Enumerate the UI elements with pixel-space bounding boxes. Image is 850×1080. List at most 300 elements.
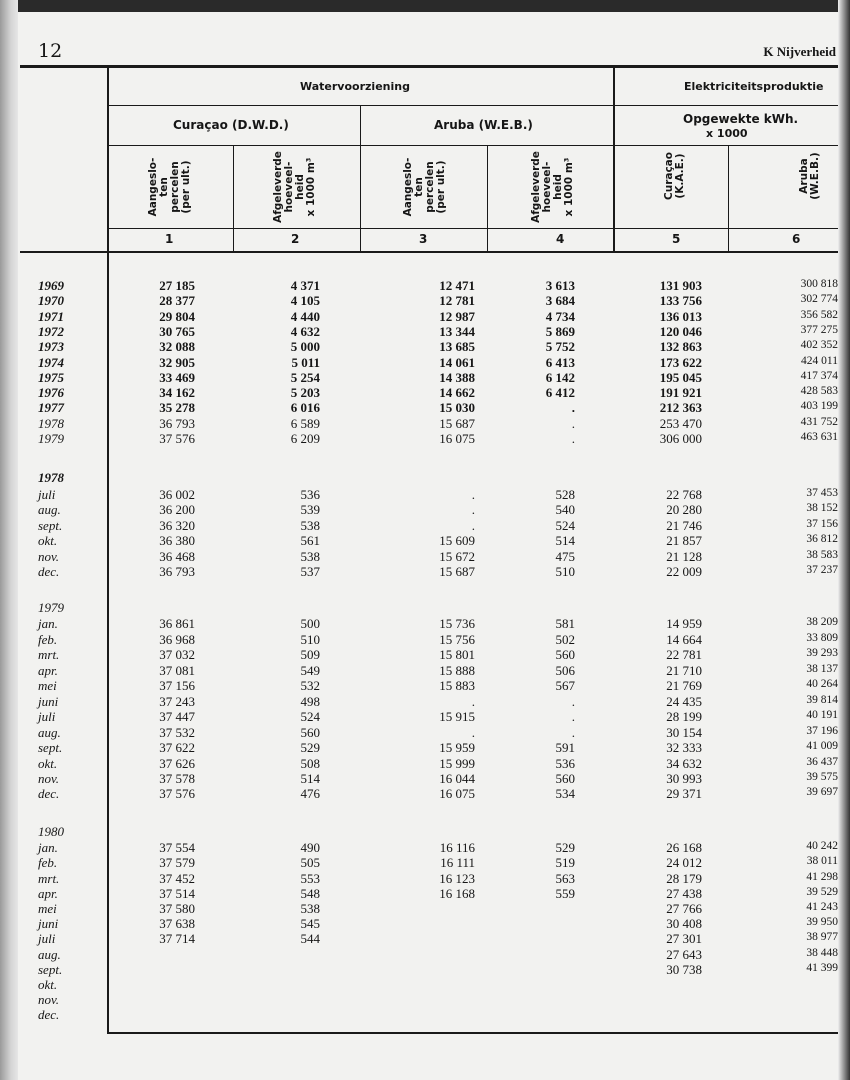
cell-col-3: 16 123	[439, 870, 475, 886]
cell-col-5: 21 746	[666, 517, 702, 533]
column-header-2: Afgeleverde hoeveel- heid x 1000 m³	[272, 151, 317, 223]
cell-col-4: 581	[555, 616, 575, 632]
cell-col-4: 6 413	[545, 354, 575, 370]
row-label: 1976	[38, 385, 64, 401]
table-row	[0, 1007, 850, 1022]
cell-col-4: 510	[555, 564, 575, 579]
cell-col-2: 545	[300, 916, 320, 932]
cell-col-6: 39 697	[806, 786, 838, 799]
cell-col-5: 21 857	[666, 533, 702, 548]
table-row	[0, 533, 850, 548]
cell-col-1: 28 377	[159, 293, 195, 309]
cell-col-6: 431 752	[800, 415, 838, 428]
cell-col-3: 15 883	[439, 678, 475, 694]
cell-col-5: 27 301	[666, 931, 702, 947]
cell-col-6: 41 009	[806, 740, 838, 753]
cell-col-2: 6 589	[290, 415, 320, 431]
cell-col-4: 567	[555, 678, 575, 694]
cell-col-4: 5 869	[545, 323, 575, 339]
cell-col-5: 306 000	[659, 431, 702, 446]
cell-col-4: .	[571, 415, 575, 431]
table-row	[0, 355, 850, 370]
row-label: sept.	[38, 517, 63, 533]
cell-col-4: 4 734	[545, 308, 575, 324]
cell-col-2: 508	[300, 755, 320, 771]
cell-col-4: .	[571, 400, 575, 416]
cell-col-2: 532	[300, 678, 320, 694]
block-year-label: 1980	[38, 824, 64, 839]
row-label: feb.	[38, 855, 58, 871]
table-top-rule	[20, 65, 838, 68]
row-label: 1975	[38, 369, 64, 385]
row-label: jan.	[38, 840, 58, 856]
cell-col-4: 519	[555, 855, 575, 871]
cell-col-2: 5 254	[290, 369, 320, 385]
cell-col-4: .	[571, 431, 575, 446]
cell-col-5: 29 371	[666, 786, 702, 802]
cell-col-3: .	[471, 502, 475, 517]
cell-col-5: 133 756	[659, 293, 702, 309]
cell-col-3: 15 030	[439, 400, 475, 416]
table-row	[0, 977, 850, 992]
row-label: nov.	[38, 992, 60, 1008]
row-label: 1973	[38, 339, 64, 355]
column-divider	[728, 145, 729, 252]
cell-col-3: 15 959	[439, 740, 475, 756]
cell-col-3: .	[471, 724, 475, 740]
cell-col-2: 5 203	[290, 385, 320, 401]
cell-col-5: 28 199	[666, 709, 702, 725]
cell-col-2: 539	[300, 502, 320, 517]
cell-col-5: 30 738	[666, 961, 702, 977]
cell-col-6: 402 352	[800, 339, 838, 352]
cell-col-5: 26 168	[666, 840, 702, 856]
row-label: dec.	[38, 1007, 60, 1023]
cell-col-3: 13 685	[439, 339, 475, 355]
cell-col-1: 36 200	[159, 502, 195, 517]
cell-col-6: 38 977	[806, 931, 838, 944]
cell-col-2: 544	[300, 931, 320, 947]
cell-col-3: 15 687	[439, 564, 475, 579]
row-label: feb.	[38, 631, 58, 647]
cell-col-5: 14 959	[666, 616, 702, 632]
cell-col-6: 37 453	[806, 486, 838, 499]
cell-col-6: 39 950	[806, 916, 838, 929]
cell-col-2: 538	[300, 901, 320, 916]
row-label: mei	[38, 901, 57, 916]
cell-col-6: 40 191	[806, 709, 838, 722]
table-row	[0, 663, 850, 678]
cell-col-6: 377 275	[800, 323, 838, 336]
cell-col-2: 6 016	[290, 400, 320, 416]
cell-col-3: 12 471	[439, 278, 475, 293]
cell-col-2: 4 440	[290, 308, 320, 324]
cell-col-4: 3 684	[545, 293, 575, 309]
cell-col-3: 13 344	[439, 323, 475, 339]
cell-col-4: 591	[555, 740, 575, 756]
row-label: okt.	[38, 533, 58, 548]
table-row	[0, 931, 850, 946]
table-row	[0, 855, 850, 870]
cell-col-6: 36 437	[806, 755, 838, 768]
cell-col-1: 37 576	[159, 431, 195, 446]
cell-col-5: 136 013	[659, 308, 702, 324]
cell-col-1: 37 579	[159, 855, 195, 871]
cell-col-5: 195 045	[659, 369, 702, 385]
cell-col-4: 560	[555, 770, 575, 786]
table-row	[0, 309, 850, 324]
cell-col-3: 15 888	[439, 662, 475, 678]
cell-col-3: 15 672	[439, 548, 475, 564]
column-header-5: Curaçao (K.A.E.)	[663, 152, 686, 200]
table-row	[0, 709, 850, 724]
cell-col-5: 27 766	[666, 901, 702, 916]
cell-col-4: .	[571, 693, 575, 709]
table-row	[0, 431, 850, 446]
table-row	[0, 740, 850, 755]
table-row	[0, 901, 850, 916]
cell-col-6: 403 199	[800, 400, 838, 413]
block-year-heading	[0, 824, 850, 839]
table-row	[0, 549, 850, 564]
cell-col-4: 6 412	[545, 385, 575, 401]
cell-col-1: 37 532	[159, 724, 195, 740]
cell-col-5: 30 408	[666, 916, 702, 932]
cell-col-5: 27 643	[666, 946, 702, 962]
cell-col-5: 20 280	[666, 502, 702, 517]
cell-col-6: 38 583	[806, 548, 838, 561]
row-label: juni	[38, 693, 59, 709]
cell-col-1: 37 447	[159, 709, 195, 725]
block-year-label: 1979	[38, 600, 64, 615]
cell-col-3: 16 075	[439, 431, 475, 446]
column-number-2: 2	[291, 232, 300, 246]
cell-col-1: 37 580	[159, 901, 195, 916]
cell-col-6: 302 774	[800, 293, 838, 306]
cell-col-6: 41 298	[806, 870, 838, 883]
row-label: 1977	[38, 400, 64, 416]
table-row	[0, 786, 850, 801]
cell-col-4: 560	[555, 647, 575, 663]
table-row	[0, 871, 850, 886]
cell-col-1: 34 162	[159, 385, 195, 401]
cell-col-4: 536	[555, 755, 575, 771]
cell-col-4: 5 752	[545, 339, 575, 355]
electricity-heading: Elektriciteitsproduktie	[684, 80, 824, 93]
table-row	[0, 916, 850, 931]
cell-col-1: 37 243	[159, 693, 195, 709]
table-row	[0, 278, 850, 293]
table-row	[0, 487, 850, 502]
cell-col-1: 36 968	[159, 631, 195, 647]
row-label: okt.	[38, 755, 58, 771]
cell-col-6: 38 137	[806, 662, 838, 675]
cell-col-5: 132 863	[659, 339, 702, 355]
table-row	[0, 647, 850, 662]
row-label: juli	[38, 709, 56, 725]
cell-col-2: 5 000	[290, 339, 320, 355]
cell-col-4: 3 613	[545, 278, 575, 293]
row-label: mrt.	[38, 647, 60, 663]
cell-col-5: 27 438	[666, 885, 702, 901]
cell-col-1: 37 576	[159, 786, 195, 802]
cell-col-1: 37 156	[159, 678, 195, 694]
cell-col-1: 33 469	[159, 369, 195, 385]
row-label: sept.	[38, 740, 63, 756]
cell-col-5: 120 046	[659, 323, 702, 339]
cell-col-1: 32 905	[159, 354, 195, 370]
row-label: okt.	[38, 977, 58, 992]
row-label: mei	[38, 678, 57, 694]
cell-col-5: 24 435	[666, 693, 702, 709]
cell-col-1: 36 468	[159, 548, 195, 564]
cell-col-1: 37 622	[159, 740, 195, 756]
cell-col-5: 30 154	[666, 724, 702, 740]
block-year-heading	[0, 600, 850, 615]
cell-col-1: 36 380	[159, 533, 195, 548]
cell-col-6: 463 631	[800, 431, 838, 443]
cell-col-6: 424 011	[801, 354, 838, 367]
cell-col-5: 191 921	[659, 385, 702, 401]
cell-col-6: 37 156	[806, 517, 838, 530]
row-label: aug.	[38, 502, 61, 517]
row-label: 1979	[38, 431, 64, 446]
cell-col-3: 16 044	[439, 770, 475, 786]
cell-col-2: 505	[300, 855, 320, 871]
water-supply-heading: Watervoorziening	[300, 80, 410, 93]
row-label: juni	[38, 916, 59, 932]
cell-col-4: 559	[555, 885, 575, 901]
row-label: juli	[38, 931, 56, 947]
cell-col-4: 540	[555, 502, 575, 517]
block-year-label: 1978	[38, 470, 64, 485]
cell-col-2: 4 632	[290, 323, 320, 339]
cell-col-6: 428 583	[800, 385, 838, 398]
cell-col-3: 15 915	[439, 709, 475, 725]
row-label: jan.	[38, 616, 58, 632]
column-header-6: Aruba (W.E.B.)	[798, 152, 821, 200]
table-row	[0, 616, 850, 631]
cell-col-1: 37 554	[159, 840, 195, 856]
table-row	[0, 339, 850, 354]
cell-col-1: 37 714	[159, 931, 195, 947]
table-row	[0, 293, 850, 308]
cell-col-1: 36 793	[159, 415, 195, 431]
cell-col-1: 32 088	[159, 339, 195, 355]
cell-col-1: 36 861	[159, 616, 195, 632]
column-header-1: Aangeslo- ten percelen (per ult.)	[147, 157, 192, 217]
cell-col-6: 40 264	[806, 678, 838, 691]
table-row	[0, 678, 850, 693]
table-row	[0, 756, 850, 771]
row-label: 1969	[38, 278, 64, 293]
cell-col-3: 14 662	[439, 385, 475, 401]
table-row	[0, 886, 850, 901]
cell-col-6: 39 529	[806, 885, 838, 898]
cell-col-3: 15 609	[439, 533, 475, 548]
cell-col-2: 6 209	[290, 431, 320, 446]
cell-col-6: 37 196	[806, 724, 838, 737]
cell-col-2: 553	[300, 870, 320, 886]
cell-col-3: 12 781	[439, 293, 475, 309]
cell-col-3: 15 736	[439, 616, 475, 632]
column-divider	[613, 67, 615, 252]
cell-col-1: 30 765	[159, 323, 195, 339]
cell-col-2: 476	[300, 786, 320, 802]
table-row	[0, 962, 850, 977]
cell-col-3: 16 111	[440, 855, 475, 871]
cell-col-2: 498	[300, 693, 320, 709]
cell-col-1: 37 032	[159, 647, 195, 663]
row-label: apr.	[38, 885, 58, 901]
cell-col-6: 39 814	[806, 693, 838, 706]
cell-col-6: 41 399	[806, 961, 838, 974]
column-number-6: 6	[792, 232, 801, 246]
column-number-1: 1	[165, 232, 174, 246]
aruba-heading: Aruba (W.E.B.)	[434, 118, 533, 132]
cell-col-3: .	[471, 486, 475, 502]
cell-col-6: 39 293	[806, 647, 838, 660]
column-header-3: Aangeslo- ten percelen (per ult.)	[402, 157, 447, 217]
table-row	[0, 385, 850, 400]
column-number-3: 3	[419, 232, 428, 246]
cell-col-1: 36 320	[159, 517, 195, 533]
row-label: 1974	[38, 354, 64, 370]
cell-col-3: 15 801	[439, 647, 475, 663]
header-rule	[107, 105, 838, 106]
column-divider	[487, 145, 488, 252]
cell-col-6: 356 582	[800, 308, 838, 321]
column-header-4: Afgeleverde hoeveel- heid x 1000 m³	[530, 151, 575, 223]
cell-col-1: 37 626	[159, 755, 195, 771]
cell-col-2: 510	[300, 631, 320, 647]
page-number: 12	[38, 40, 63, 62]
cell-col-3: 12 987	[439, 308, 475, 324]
cell-col-6: 33 809	[806, 631, 838, 644]
cell-col-4: 524	[555, 517, 575, 533]
cell-col-2: 5 011	[291, 354, 320, 370]
cell-col-6: 38 011	[806, 855, 838, 868]
cell-col-5: 212 363	[659, 400, 702, 416]
row-label: apr.	[38, 662, 58, 678]
cell-col-5: 131 903	[659, 278, 702, 293]
cell-col-5: 253 470	[659, 415, 702, 431]
column-number-4: 4	[556, 232, 565, 246]
cell-col-3: 16 075	[439, 786, 475, 802]
cell-col-2: 560	[300, 724, 320, 740]
cell-col-4: 534	[555, 786, 575, 802]
generated-kwh-heading: Opgewekte kWh.	[683, 112, 799, 126]
cell-col-2: 538	[300, 548, 320, 564]
cell-col-2: 509	[300, 647, 320, 663]
cell-col-1: 29 804	[159, 308, 195, 324]
cell-col-1: 37 514	[159, 885, 195, 901]
cell-col-2: 4 105	[290, 293, 320, 309]
row-label: aug.	[38, 724, 61, 740]
cell-col-2: 549	[300, 662, 320, 678]
cell-col-6: 41 243	[806, 901, 838, 913]
table-row	[0, 694, 850, 709]
cell-col-4: .	[571, 724, 575, 740]
cell-col-4: 528	[555, 486, 575, 502]
cell-col-3: 15 999	[439, 755, 475, 771]
cell-col-4: 529	[555, 840, 575, 856]
cell-col-2: 529	[300, 740, 320, 756]
cell-col-5: 22 009	[666, 564, 702, 579]
cell-col-5: 22 768	[666, 486, 702, 502]
cell-col-5: 21 710	[666, 662, 702, 678]
column-number-5: 5	[672, 232, 681, 246]
row-label: 1970	[38, 293, 64, 309]
cell-col-1: 36 793	[159, 564, 195, 579]
column-divider	[360, 106, 361, 252]
cell-col-3: 16 168	[439, 885, 475, 901]
cell-col-3: 14 061	[439, 354, 475, 370]
cell-col-5: 24 012	[666, 855, 702, 871]
cell-col-2: 490	[300, 840, 320, 856]
table-bottom-rule	[107, 1032, 838, 1034]
row-label: 1972	[38, 323, 64, 339]
cell-col-5: 34 632	[666, 755, 702, 771]
row-label: juli	[38, 486, 56, 502]
cell-col-1: 37 638	[159, 916, 195, 932]
table-row	[0, 502, 850, 517]
cell-col-6: 40 242	[806, 840, 838, 853]
table-row	[0, 725, 850, 740]
cell-col-2: 538	[300, 517, 320, 533]
table-row	[0, 771, 850, 786]
cell-col-2: 537	[300, 564, 320, 579]
scan-top-edge	[0, 0, 850, 12]
cell-col-6: 37 237	[806, 564, 838, 576]
table-row	[0, 400, 850, 415]
table-row	[0, 840, 850, 855]
cell-col-3: .	[471, 517, 475, 533]
cell-col-5: 21 128	[666, 548, 702, 564]
cell-col-6: 38 152	[806, 502, 838, 514]
cell-col-3: 14 388	[439, 369, 475, 385]
table-row	[0, 416, 850, 431]
row-label: dec.	[38, 786, 60, 802]
section-title: K Nijverheid	[763, 44, 836, 59]
table-row	[0, 324, 850, 339]
cell-col-5: 32 333	[666, 740, 702, 756]
cell-col-3: .	[471, 693, 475, 709]
cell-col-4: 563	[555, 870, 575, 886]
row-label: nov.	[38, 770, 60, 786]
cell-col-2: 4 371	[290, 278, 320, 293]
cell-col-6: 38 448	[806, 946, 838, 959]
curacao-heading: Curaçao (D.W.D.)	[173, 118, 289, 132]
cell-col-4: 514	[555, 533, 575, 548]
cell-col-2: 561	[300, 533, 320, 548]
cell-col-5: 173 622	[659, 354, 702, 370]
cell-col-3: 15 687	[439, 415, 475, 431]
cell-col-3: 15 756	[439, 631, 475, 647]
table-row	[0, 992, 850, 1007]
row-label: aug.	[38, 946, 61, 962]
table-row	[0, 564, 850, 579]
cell-col-4: 502	[555, 631, 575, 647]
cell-col-1: 27 185	[159, 278, 195, 293]
cell-col-2: 536	[300, 486, 320, 502]
cell-col-5: 30 993	[666, 770, 702, 786]
cell-col-4: 6 142	[545, 369, 575, 385]
block-year-heading	[0, 470, 850, 485]
cell-col-5: 28 179	[666, 870, 702, 886]
row-label: 1978	[38, 415, 64, 431]
cell-col-3: 16 116	[439, 840, 475, 856]
